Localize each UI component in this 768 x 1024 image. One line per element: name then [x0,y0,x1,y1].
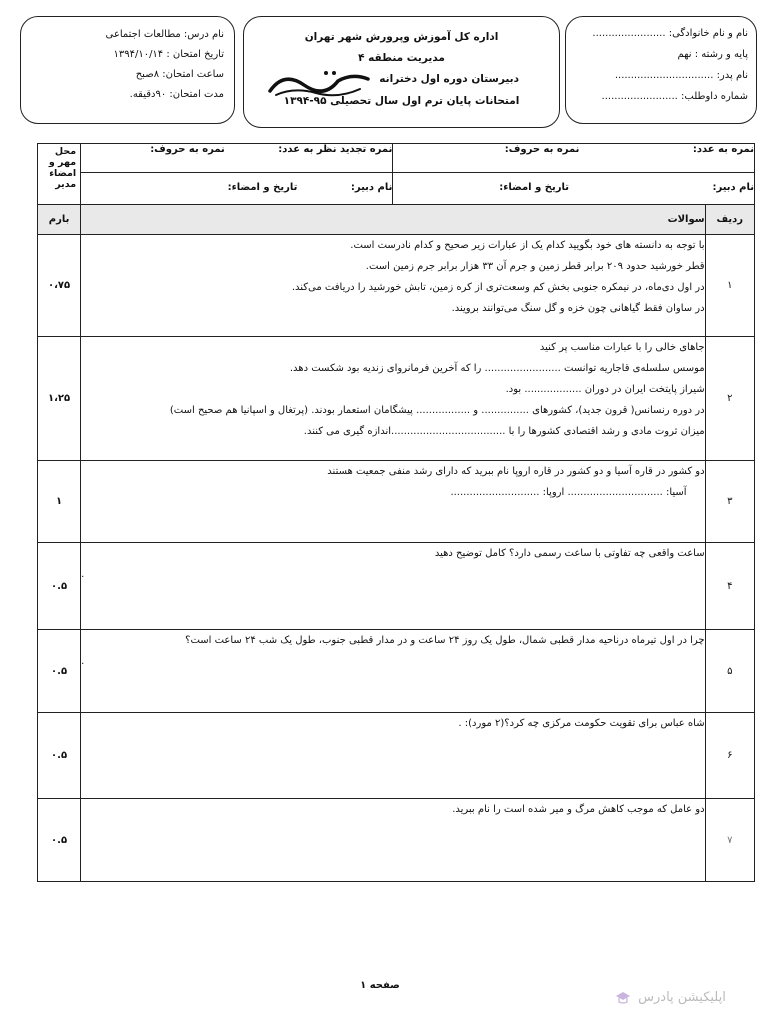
teacher-name-label-1: نام دبیر: [712,182,754,193]
question-line: میزان ثروت مادی و رشد اقتصادی کشورها را با ....................................اندازه گیری می کنند. [303,426,705,437]
app-brand-name: اپلیکیشن پادرس [638,990,726,1005]
school-logo-icon [264,65,374,101]
date-sign-label-1: تاریخ و امضاء: [499,182,569,193]
question-line: چرا در اول تیرماه درناحیه مدار قطبی شمال، طول یک روز ۲۴ ساعت و در مدار قطبی جنوب، طول یک شب ۲۴ ساعت است؟ [185,635,705,646]
question-line: دو عامل که موجب کاهش مرگ و میر شده است را نام ببرید. [452,804,705,815]
question-text [81,630,705,713]
student-info-box [565,16,757,124]
question-line: . [81,569,85,580]
question-row [38,713,755,799]
question-score: ۱ [38,461,81,543]
exam-info-box [20,16,235,124]
question-row [38,461,755,543]
teacher-cell-1 [393,173,755,205]
principal-seal-label: محل مهر و امضاء مدیر [48,146,77,190]
question-number: ۵ [705,630,754,713]
school-title: دبیرستان دوره اول دخترانه [379,73,519,85]
question-score: ۰.۵ [38,713,81,799]
question-line: شاه عباس برای تقویت حکومت مرکزی چه کرد؟(۲ مورد): . [458,718,705,729]
exam-table [37,143,755,882]
question-line: قطر خورشید حدود ۲۰۹ برابر قطر زمین و جرم آن ۳۳ هزار برابر جرم زمین است. [365,261,705,272]
district-title: مدیریت منطقه ۴ [358,52,445,64]
question-row [38,337,755,461]
review-score-cell [81,144,393,173]
question-text [81,337,705,461]
teacher-name-label-2: نام دبیر: [350,182,393,193]
question-line: با توجه به دانسته های خود بگویید کدام یک از عبارات زیر صحیح و کدام نادرست است. [350,240,705,251]
app-watermark [615,990,726,1005]
subject-name: نام درس: مطالعات اجتماعی [105,29,224,40]
date-sign-label-2: تاریخ و امضاء: [227,182,298,193]
row-header: ردیف [705,205,754,235]
review-number-label: نمره تجدید نظر به عدد: [278,144,393,155]
question-score: ۰.۵ [38,543,81,630]
page-number: صفحه ۱ [360,980,400,991]
question-text [81,799,705,882]
question-number: ۲ [705,337,754,461]
score-words-label: نمره به حروف: [504,144,580,155]
question-line: آسیا: .............................. اروپا: ............................ [450,487,687,498]
question-line: در دوره رنسانس( قرون جدید)، کشورهای ............... و ................. پیشگامان استعمار بودند. (پرتغال و اسپانیا هم صحیح است) [169,405,705,416]
question-text [81,543,705,630]
question-number: ۶ [705,713,754,799]
candidate-number-field: شماره داوطلب: ........................ [601,91,748,102]
score-header: بارم [38,205,81,235]
score-cell [393,144,755,173]
question-row [38,543,755,630]
question-number: ۴ [705,543,754,630]
question-text [81,235,705,337]
exam-date: تاریخ امتحان : ۱۳۹۴/۱۰/۱۴ [113,49,224,60]
question-line: دو کشور در قاره آسیا و دو کشور در قاره اروپا نام ببرید که دارای رشد منفی جمعیت هستند [327,466,705,477]
exam-time: ساعت امتحان: ۸صبح [135,69,224,80]
question-line: موسس سلسله‌ی قاجاریه توانست ........................ را که آخرین فرمانروای زندیه بود شکست دهد. [289,363,705,374]
question-number: ۷ [705,799,754,882]
principal-seal-cell [38,144,81,205]
question-line: . [81,656,85,667]
school-header-box [243,16,560,128]
question-number: ۳ [705,461,754,543]
exam-duration: مدت امتحان: ۹۰دقیقه. [129,89,224,100]
question-score: ۰.۵ [38,630,81,713]
questions-header: سوالات [81,205,705,235]
question-row [38,235,755,337]
question-line: جاهای خالی را با عبارات مناسب پر کنید [539,342,705,353]
question-row [38,799,755,882]
question-line: در ساوان فقط گیاهانی چون خزه و گل سنگ می‌توانند برویند. [451,303,705,314]
question-row [38,630,755,713]
graduation-cap-icon [615,991,631,1005]
student-grade: پایه و رشته : نهم [677,49,748,60]
student-name-field: نام و نام خانوادگی: ....................... [592,28,748,39]
question-score: ۱،۲۵ [38,337,81,461]
question-text [81,461,705,543]
review-words-label: نمره به حروف: [150,144,225,155]
question-line: ساعت واقعی چه تفاوتی با ساعت رسمی دارد؟ کامل توضیح دهید [434,548,705,559]
score-number-label: نمره به عدد: [692,144,754,155]
question-score: ۰.۵ [38,799,81,882]
question-line: شیراز پایتخت ایران در دوران .................. بود. [505,384,705,395]
question-number: ۱ [705,235,754,337]
question-line: در اول دی‌ماه، در نیمکره جنوبی بخش کم وسعت‌تری از کره زمین، تابش خورشید را دریافت می‌کند. [291,282,705,293]
father-name-field: نام پدر: ............................... [614,70,748,81]
office-title: اداره کل آموزش وپرورش شهر تهران [304,31,499,43]
exam-title: امتحانات پایان ترم اول سال تحصیلی ۹۵-۱۳۹۴ [283,95,520,107]
question-text [81,713,705,799]
question-score: ۰،۷۵ [38,235,81,337]
teacher-cell-2 [81,173,393,205]
